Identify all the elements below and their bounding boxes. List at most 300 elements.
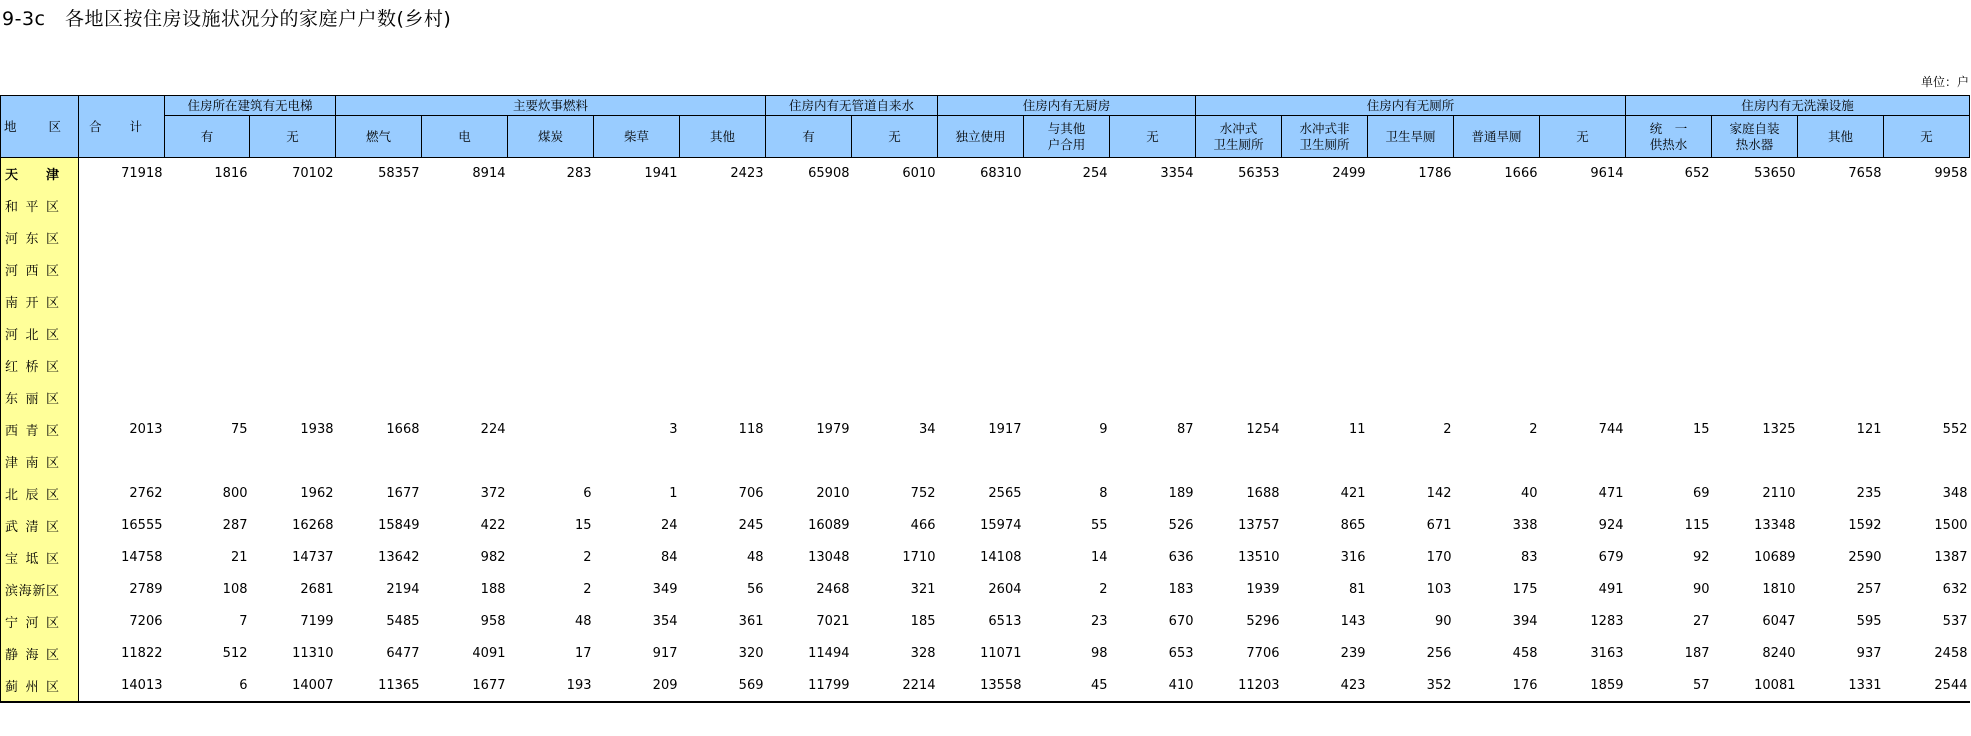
value-cell: 7206 (129, 614, 163, 629)
value-cell: 2 (583, 582, 592, 597)
value-cell: 348 (1942, 486, 1968, 501)
value-cell (336, 318, 422, 350)
value-cell: 2 (1529, 422, 1538, 437)
value-cell: 512 (222, 646, 248, 661)
value-cell (1798, 222, 1884, 254)
table-row (1, 254, 1970, 286)
value-cell: 349 (652, 582, 678, 597)
value-cell (250, 318, 336, 350)
value-cell (1626, 286, 1712, 318)
value-cell (336, 350, 422, 382)
value-cell: 8914 (422, 158, 508, 190)
value-cell (852, 318, 938, 350)
value-cell: 1816 (165, 158, 250, 190)
value-cell: 958 (480, 614, 506, 629)
value-cell: 422 (480, 518, 506, 533)
value-cell: 6513 (988, 614, 1022, 629)
value-cell (766, 318, 852, 350)
value-cell (852, 222, 938, 254)
value-cell: 13048 (808, 550, 850, 565)
value-cell: 471 (1598, 486, 1624, 501)
value-cell: 338 (1512, 518, 1538, 533)
value-cell: 81 (1348, 582, 1366, 597)
table-row (1, 222, 1970, 254)
header-toi-dry: 卫生旱厕 (1368, 116, 1454, 158)
value-cell: 6 (165, 670, 250, 702)
header-group-elevator: 住房所在建筑有无电梯 (165, 96, 336, 116)
value-cell: 56353 (1196, 158, 1282, 190)
value-cell (1110, 446, 1196, 478)
value-cell: 752 (910, 486, 936, 501)
value-cell: 11799 (766, 670, 852, 702)
value-cell: 87 (1176, 422, 1194, 437)
value-cell: 2010 (816, 486, 850, 501)
value-cell (1626, 446, 1712, 478)
value-cell (1368, 286, 1454, 318)
value-cell: 121 (1856, 422, 1882, 437)
value-cell: 187 (1684, 646, 1710, 661)
value-cell: 11 (1348, 422, 1366, 437)
value-cell: 1917 (988, 422, 1022, 437)
value-cell (165, 318, 250, 350)
header-bath-no: 无 (1884, 116, 1970, 158)
value-cell: 239 (1340, 646, 1366, 661)
value-cell: 1941 (594, 158, 680, 190)
table-row (1, 446, 1970, 478)
value-cell: 14108 (980, 550, 1022, 565)
value-cell (1626, 382, 1712, 414)
region-cell: 北辰区 (1, 478, 79, 510)
value-cell (1110, 222, 1196, 254)
value-cell: 16555 (121, 518, 163, 533)
value-cell: 209 (594, 670, 680, 702)
table-row (1, 382, 1970, 414)
region-cell: 蓟州区 (1, 670, 79, 702)
value-cell: 14758 (121, 550, 163, 565)
region-cell: 静海区 (1, 638, 79, 670)
value-cell: 9614 (1540, 158, 1626, 190)
value-cell (165, 222, 250, 254)
value-cell (1110, 318, 1196, 350)
value-cell: 11822 (121, 646, 163, 661)
header-fuel-gas: 燃气 (336, 116, 422, 158)
value-cell (1024, 190, 1110, 222)
value-cell: 491 (1598, 582, 1624, 597)
header-elev-no: 无 (250, 116, 336, 158)
value-cell (1712, 446, 1798, 478)
value-cell (79, 286, 165, 318)
value-cell (1110, 254, 1196, 286)
value-cell: 352 (1368, 670, 1454, 702)
value-cell: 13757 (1238, 518, 1280, 533)
region-cell: 河东区 (1, 222, 79, 254)
value-cell: 3354 (1110, 158, 1196, 190)
value-cell (508, 350, 594, 382)
value-cell (1626, 318, 1712, 350)
value-cell: 466 (910, 518, 936, 533)
header-toi-no: 无 (1540, 116, 1626, 158)
value-cell: 2590 (1848, 550, 1882, 565)
value-cell: 183 (1168, 582, 1194, 597)
value-cell: 48 (574, 614, 592, 629)
value-cell: 3163 (1590, 646, 1624, 661)
value-cell (1884, 222, 1970, 254)
header-fuel-straw: 柴草 (594, 116, 680, 158)
value-cell: 394 (1512, 614, 1538, 629)
value-cell: 2 (583, 550, 592, 565)
value-cell: 8 (1099, 486, 1108, 501)
value-cell (1454, 286, 1540, 318)
header-group-kitchen: 住房内有无厨房 (938, 96, 1196, 116)
value-cell: 189 (1168, 486, 1194, 501)
value-cell (508, 318, 594, 350)
table-row (1, 574, 1970, 606)
value-cell (508, 190, 594, 222)
value-cell (422, 190, 508, 222)
value-cell (594, 222, 680, 254)
value-cell: 1592 (1848, 518, 1882, 533)
value-cell: 13642 (378, 550, 420, 565)
value-cell: 13558 (938, 670, 1024, 702)
value-cell: 316 (1340, 550, 1366, 565)
value-cell (680, 382, 766, 414)
region-cell: 宁河区 (1, 606, 79, 638)
value-cell: 1962 (300, 486, 334, 501)
table-row (1, 414, 1970, 446)
value-cell (508, 286, 594, 318)
value-cell (165, 190, 250, 222)
value-cell (508, 446, 594, 478)
value-cell: 2762 (129, 486, 163, 501)
value-cell: 15974 (980, 518, 1022, 533)
value-cell: 143 (1340, 614, 1366, 629)
header-group-toilet: 住房内有无厕所 (1196, 96, 1626, 116)
value-cell: 744 (1598, 422, 1624, 437)
value-cell (422, 318, 508, 350)
value-cell: 57 (1626, 670, 1712, 702)
value-cell: 2681 (300, 582, 334, 597)
value-cell (766, 286, 852, 318)
value-cell (938, 446, 1024, 478)
value-cell (938, 190, 1024, 222)
value-cell: 6047 (1762, 614, 1796, 629)
value-cell: 706 (738, 486, 764, 501)
value-cell (1024, 222, 1110, 254)
header-toi-ord: 普通旱厕 (1454, 116, 1540, 158)
value-cell (422, 382, 508, 414)
value-cell: 917 (652, 646, 678, 661)
header-bath-other: 其他 (1798, 116, 1884, 158)
value-cell: 21 (230, 550, 248, 565)
value-cell (680, 350, 766, 382)
value-cell (1196, 222, 1282, 254)
value-cell: 90 (1692, 582, 1710, 597)
value-cell (79, 318, 165, 350)
value-cell: 636 (1168, 550, 1194, 565)
region-cell: 西青区 (1, 414, 79, 446)
value-cell: 2214 (852, 670, 938, 702)
value-cell: 595 (1856, 614, 1882, 629)
region-cell: 东丽区 (1, 382, 79, 414)
value-cell: 108 (222, 582, 248, 597)
table-row (1, 286, 1970, 318)
value-cell (1196, 446, 1282, 478)
value-cell (1196, 350, 1282, 382)
value-cell: 2789 (129, 582, 163, 597)
value-cell: 2110 (1762, 486, 1796, 501)
value-cell: 537 (1942, 614, 1968, 629)
value-cell: 2013 (129, 422, 163, 437)
header-bath-home: 家庭自装 热水器 (1712, 116, 1798, 158)
value-cell (1196, 382, 1282, 414)
value-cell (1196, 318, 1282, 350)
value-cell (766, 382, 852, 414)
value-cell (852, 382, 938, 414)
value-cell: 2458 (1934, 646, 1968, 661)
value-cell (1282, 254, 1368, 286)
value-cell: 526 (1168, 518, 1194, 533)
value-cell (1282, 286, 1368, 318)
value-cell (1712, 318, 1798, 350)
value-cell: 56 (746, 582, 764, 597)
value-cell (1282, 222, 1368, 254)
value-cell (594, 318, 680, 350)
value-cell: 176 (1454, 670, 1540, 702)
table-row (1, 638, 1970, 670)
value-cell: 90 (1434, 614, 1452, 629)
value-cell (1626, 350, 1712, 382)
header-toi-nflush: 水冲式非 卫生厕所 (1282, 116, 1368, 158)
value-cell (1540, 318, 1626, 350)
value-cell (1368, 350, 1454, 382)
value-cell (1368, 222, 1454, 254)
value-cell: 2604 (988, 582, 1022, 597)
value-cell: 1331 (1798, 670, 1884, 702)
value-cell (1454, 318, 1540, 350)
value-cell (1454, 446, 1540, 478)
value-cell (766, 350, 852, 382)
value-cell (250, 382, 336, 414)
value-cell: 1283 (1590, 614, 1624, 629)
value-cell (1024, 382, 1110, 414)
value-cell: 7658 (1798, 158, 1884, 190)
value-cell: 1500 (1934, 518, 1968, 533)
header-fuel-coal: 煤炭 (508, 116, 594, 158)
value-cell: 142 (1426, 486, 1452, 501)
value-cell (766, 446, 852, 478)
value-cell (336, 254, 422, 286)
table-row (1, 542, 1970, 574)
value-cell (938, 254, 1024, 286)
value-cell (766, 190, 852, 222)
region-cell: 天 津 (1, 158, 79, 190)
value-cell (79, 254, 165, 286)
value-cell (1110, 286, 1196, 318)
value-cell: 27 (1692, 614, 1710, 629)
value-cell (1454, 190, 1540, 222)
value-cell: 65908 (766, 158, 852, 190)
value-cell: 2544 (1884, 670, 1970, 702)
value-cell: 23 (1090, 614, 1108, 629)
value-cell (1798, 286, 1884, 318)
value-cell: 671 (1426, 518, 1452, 533)
value-cell: 9 (1099, 422, 1108, 437)
unit-label: 单位：户 (1920, 75, 1969, 89)
value-cell (1798, 318, 1884, 350)
value-cell: 283 (508, 158, 594, 190)
value-cell: 13348 (1754, 518, 1796, 533)
value-cell (1884, 382, 1970, 414)
value-cell: 7199 (300, 614, 334, 629)
value-cell (1282, 382, 1368, 414)
value-cell: 14737 (292, 550, 334, 565)
value-cell: 320 (738, 646, 764, 661)
value-cell (852, 446, 938, 478)
header-group-water: 住房内有无管道自来水 (766, 96, 938, 116)
value-cell: 1939 (1246, 582, 1280, 597)
value-cell: 1668 (386, 422, 420, 437)
value-cell: 652 (1626, 158, 1712, 190)
region-cell: 宝坻区 (1, 542, 79, 574)
value-cell: 68310 (938, 158, 1024, 190)
value-cell (1884, 446, 1970, 478)
table-row (1, 318, 1970, 350)
value-cell (250, 286, 336, 318)
value-cell: 115 (1684, 518, 1710, 533)
value-cell: 9958 (1884, 158, 1970, 190)
value-cell (422, 222, 508, 254)
value-cell: 6477 (386, 646, 420, 661)
value-cell: 14007 (250, 670, 336, 702)
header-group-bath: 住房内有无洗澡设施 (1626, 96, 1970, 116)
value-cell (1884, 350, 1970, 382)
value-cell (1712, 350, 1798, 382)
value-cell: 670 (1168, 614, 1194, 629)
value-cell (1368, 446, 1454, 478)
value-cell (336, 446, 422, 478)
value-cell (250, 222, 336, 254)
region-cell: 河西区 (1, 254, 79, 286)
value-cell: 14013 (79, 670, 165, 702)
value-cell: 5485 (386, 614, 420, 629)
value-cell: 1 (669, 486, 678, 501)
value-cell (594, 446, 680, 478)
value-cell: 55 (1090, 518, 1108, 533)
value-cell (1712, 222, 1798, 254)
value-cell (1626, 222, 1712, 254)
value-cell (1712, 254, 1798, 286)
value-cell: 16089 (808, 518, 850, 533)
value-cell: 321 (910, 582, 936, 597)
value-cell: 48 (746, 550, 764, 565)
table-row (1, 510, 1970, 542)
value-cell (1798, 350, 1884, 382)
value-cell: 421 (1340, 486, 1366, 501)
region-cell: 红桥区 (1, 350, 79, 382)
value-cell: 24 (660, 518, 678, 533)
value-cell: 6010 (852, 158, 938, 190)
value-cell (680, 254, 766, 286)
value-cell (165, 254, 250, 286)
region-cell: 武清区 (1, 510, 79, 542)
value-cell (422, 254, 508, 286)
value-cell (938, 382, 1024, 414)
value-cell (250, 190, 336, 222)
value-cell (1196, 254, 1282, 286)
value-cell (1454, 222, 1540, 254)
value-cell: 175 (1512, 582, 1538, 597)
value-cell (680, 190, 766, 222)
value-cell: 69 (1692, 486, 1710, 501)
header-bath-uni: 统 一 供热水 (1626, 116, 1712, 158)
value-cell: 53650 (1712, 158, 1798, 190)
value-cell: 71918 (79, 158, 165, 190)
value-cell: 937 (1856, 646, 1882, 661)
value-cell (938, 350, 1024, 382)
value-cell: 75 (230, 422, 248, 437)
header-water-yes: 有 (766, 116, 852, 158)
value-cell: 865 (1340, 518, 1366, 533)
value-cell: 13510 (1238, 550, 1280, 565)
value-cell: 458 (1512, 646, 1538, 661)
value-cell: 1786 (1368, 158, 1454, 190)
header-elev-yes: 有 (165, 116, 250, 158)
value-cell: 5296 (1246, 614, 1280, 629)
data-table (0, 95, 1970, 703)
table-header (1, 96, 1970, 158)
value-cell (1798, 382, 1884, 414)
value-cell (1798, 446, 1884, 478)
value-cell (938, 286, 1024, 318)
value-cell: 3 (669, 422, 678, 437)
value-cell: 17 (574, 646, 592, 661)
value-cell (1626, 190, 1712, 222)
value-cell: 372 (480, 486, 506, 501)
value-cell: 800 (222, 486, 248, 501)
header-total: 合 计 (79, 96, 165, 158)
value-cell (336, 286, 422, 318)
value-cell: 1666 (1454, 158, 1540, 190)
value-cell (250, 254, 336, 286)
value-cell (938, 222, 1024, 254)
value-cell (1798, 190, 1884, 222)
value-cell (422, 446, 508, 478)
value-cell (1712, 382, 1798, 414)
value-cell: 679 (1598, 550, 1624, 565)
value-cell (594, 190, 680, 222)
value-cell (1196, 190, 1282, 222)
value-cell (1024, 350, 1110, 382)
value-cell (1884, 190, 1970, 222)
value-cell: 2194 (386, 582, 420, 597)
value-cell (336, 190, 422, 222)
header-toi-flush: 水冲式 卫生厕所 (1196, 116, 1282, 158)
value-cell (1024, 254, 1110, 286)
table-body (1, 158, 1970, 702)
value-cell: 256 (1426, 646, 1452, 661)
value-cell: 552 (1942, 422, 1968, 437)
value-cell: 361 (738, 614, 764, 629)
value-cell: 70102 (250, 158, 336, 190)
value-cell (766, 254, 852, 286)
value-cell: 2468 (816, 582, 850, 597)
value-cell: 92 (1692, 550, 1710, 565)
value-cell (336, 382, 422, 414)
value-cell: 4091 (472, 646, 506, 661)
value-cell: 2 (1443, 422, 1452, 437)
value-cell: 103 (1426, 582, 1452, 597)
value-cell: 245 (738, 518, 764, 533)
